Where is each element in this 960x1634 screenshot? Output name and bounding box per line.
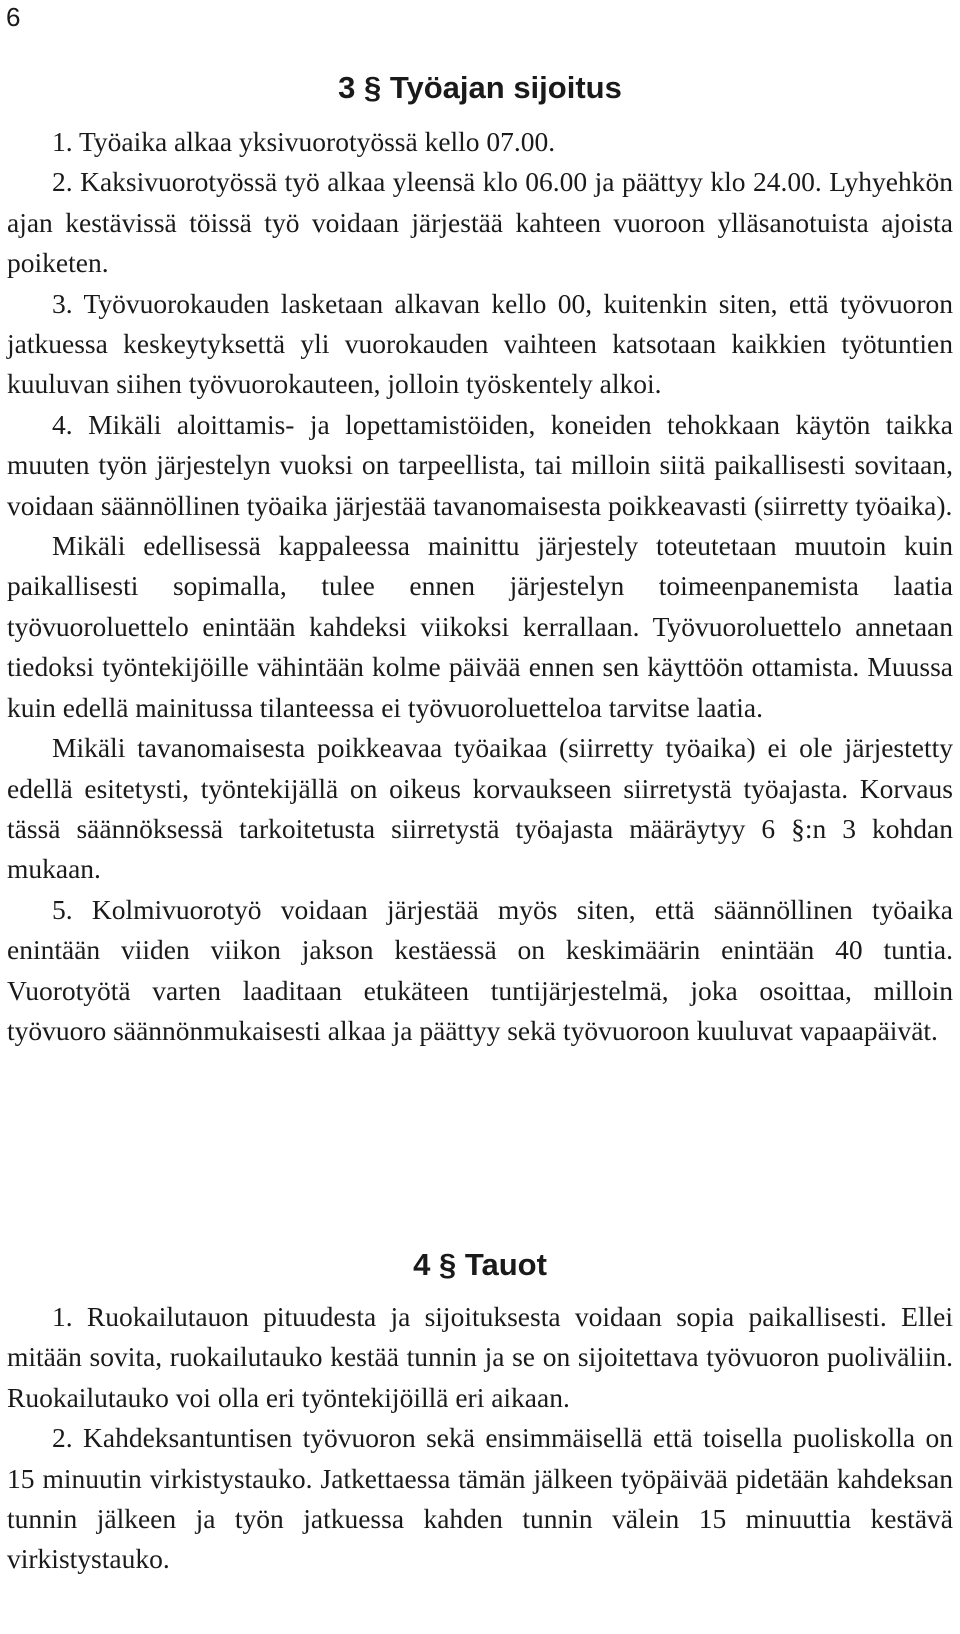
section-title: 3 § Työajan sijoitus — [338, 70, 622, 105]
paragraph-item-3: 3. Työvuorokauden lasketaan alkavan kello 00, kuitenkin siten, että työvuoron jatkuessa keskeytyksettä yli vuorokauden vaihteen katsotaan kaikkien työtuntien kuuluvan siihen työvuorokauteen, jolloin työskentely alkoi. — [7, 287, 953, 400]
paragraph-item-4-compensation: Mikäli tavanomaisesta poikkeavaa työaikaa (siirretty työaika) ei ole järjestetty edellä esitetysti, työntekijällä on oikeus korvaukseen siirretystä työajasta. Korvaus tässä säännöksessä tarkoitetusta siirretystä työajasta määräytyy 6 §:n 3 kohdan mukaan. — [7, 732, 953, 885]
paragraph-item-2: 2. Kaksivuorotyössä työ alkaa yleensä klo 06.00 ja päättyy klo 24.00. Lyhyehkön ajan kestävissä töissä työ voidaan järjestää kahteen vuoroon ylläsanotuista ajoista poiketen. — [7, 166, 953, 279]
paragraph-item-1: 1. Ruokailutauon pituudesta ja sijoituksesta voidaan sopia paikallisesti. Ellei mitään sovita, ruokailutauko kestää tunnin ja se on sijoitettava työvuoron puoliväliin. Ruokailutauko voi olla eri työntekijöillä eri aikaan. — [7, 1301, 953, 1413]
paragraph-item-5: 5. Kolmivuorotyö voidaan järjestää myös siten, että säännöllinen työaika enintään viiden viikon jakson kestäessä on keskimäärin enintään 40 tuntia. Vuorotyötä varten laaditaan etukäteen tuntijärjestelmä, joka osoittaa, milloin työvuoro säännönmukaisesti alkaa ja päättyy sekä työvuoroon kuuluvat vapaapäivät. — [7, 893, 953, 1046]
section-tyoajan-sijoitus — [7, 68, 953, 1051]
paragraph-item-1: 1. Työaika alkaa yksivuorotyössä kello 07.00. — [52, 126, 556, 157]
paragraph-item-4-continued: Mikäli edellisessä kappaleessa mainittu järjestely toteutetaan muutoin kuin paikallisesti sopimalla, tulee ennen järjestelyn toimeenpanemista laatia työvuoroluettelo enintään kahdeksi viikoksi kerrallaan. Työvuoroluettelo annetaan tiedoksi työntekijöille vähintään kolme päivää ennen sen käyttöön ottamista. Muussa kuin edellä mainitussa tilanteessa ei työvuoroluetteloa tarvitse laatia. — [7, 530, 953, 723]
section-tauot — [7, 1245, 953, 1580]
paragraph-item-2: 2. Kahdeksantuntisen työvuoron sekä ensimmäisellä että toisella puoliskolla on 15 minuutin virkistystauko. Jatkettaessa tämän jälkeen työpäivää pidetään kahdeksan tunnin jälkeen ja työn jatkuessa kahden tunnin välein 15 minuuttia kestävä virkistystauko. — [7, 1422, 953, 1575]
section-body — [7, 122, 953, 1051]
section-title: 4 § Tauot — [413, 1247, 547, 1282]
page-number: 6 — [6, 2, 21, 32]
paragraph-item-4: 4. Mikäli aloittamis- ja lopettamistöiden, koneiden tehokkaan käytön taikka muuten työn järjestelyn vuoksi on tarpeellista, tai milloin siitä paikallisesti sovitaan, voidaan säännöllinen työaika järjestää tavanomaisesta poikkeavasti (siirretty työaika). — [7, 408, 953, 521]
section-body — [7, 1297, 953, 1580]
